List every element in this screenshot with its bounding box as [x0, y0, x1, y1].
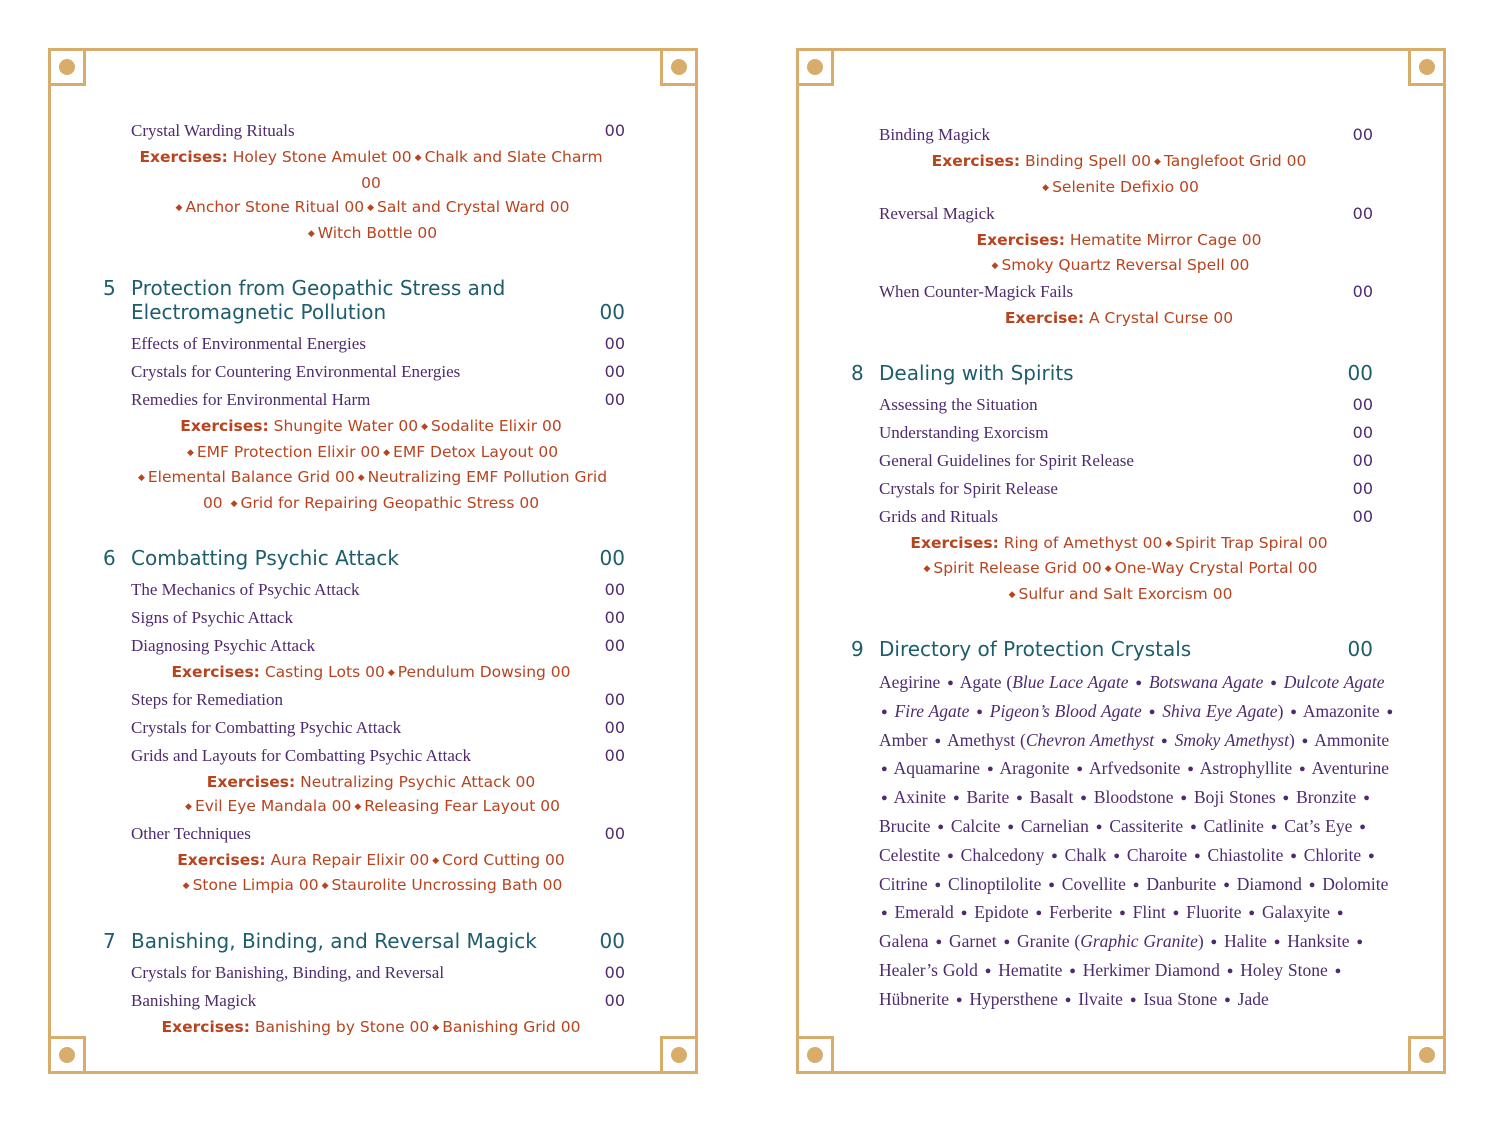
bullet-icon: ●	[1007, 820, 1015, 833]
entry-page: 00	[1352, 506, 1373, 526]
bullet-icon: ●	[976, 705, 983, 718]
chapter-number: 7	[103, 928, 116, 953]
crystal-name: Boji Stones	[1193, 787, 1276, 808]
crystal-name: Aegirine	[879, 672, 941, 692]
bullet-icon: ●	[1113, 849, 1120, 862]
diamond-icon: ◆	[1153, 157, 1161, 167]
chapter-5	[51, 276, 695, 516]
chapter-title: Directory of Protection Crystals	[879, 637, 1192, 661]
bullet-icon: ●	[881, 705, 888, 718]
right-toc	[799, 51, 1443, 1071]
crystal-name: Calcite	[950, 815, 1001, 836]
chapter-heading	[799, 637, 1443, 661]
exercise-item: Banishing by Stone 00	[254, 1017, 430, 1036]
crystal-name: Flint	[1132, 902, 1166, 923]
chapter-9	[799, 637, 1443, 1015]
crystal-name: Chlorite	[1303, 844, 1362, 865]
entry-page: 00	[1352, 478, 1373, 498]
left-page	[48, 48, 698, 1074]
chapter-page: 00	[1347, 360, 1373, 385]
entry-title: Diagnosing Psychic Attack	[131, 636, 316, 655]
crystal-name: Ammonite	[1314, 729, 1390, 750]
diamond-icon: ◆	[185, 802, 192, 812]
exercise-item: Spirit Release Grid 00	[933, 559, 1102, 577]
bullet-icon: ●	[1161, 734, 1168, 747]
exercise-item: Spirit Trap Spiral 00	[1175, 533, 1328, 552]
crystal-name: Herkimer Diamond	[1082, 959, 1220, 980]
bullet-icon: ●	[1187, 763, 1194, 776]
bullet-icon: ●	[881, 907, 888, 920]
bullet-icon: ●	[1210, 936, 1218, 949]
entry-title: Other Techniques	[131, 823, 251, 843]
bullet-icon: ●	[1336, 907, 1344, 920]
exercise-item: Neutralizing EMF Pollution Grid 00	[202, 468, 608, 512]
entry-page: 00	[604, 636, 625, 655]
bullet-icon: ●	[1368, 849, 1375, 862]
bullet-icon: ●	[986, 763, 994, 776]
crystal-name: Hypersthene	[969, 988, 1058, 1009]
chapter-heading	[51, 929, 695, 953]
entry-title: When Counter-Magick Fails	[879, 282, 1074, 301]
diamond-icon: ◆	[991, 260, 999, 271]
entry-page: 00	[604, 334, 625, 353]
chapter-page: 00	[599, 300, 625, 324]
diamond-icon: ◆	[137, 473, 145, 483]
entry-page: 00	[604, 990, 625, 1010]
toc-entry	[51, 987, 695, 1015]
diamond-icon: ◆	[175, 203, 183, 213]
crystal-name: Pigeon’s Blood Agate	[989, 700, 1142, 721]
toc-entry	[51, 742, 695, 770]
diamond-icon: ◆	[421, 422, 428, 432]
bullet-icon: ●	[947, 849, 954, 862]
entry-page: 00	[604, 362, 625, 381]
bullet-icon: ●	[1270, 820, 1278, 833]
bullet-icon: ●	[1359, 820, 1366, 833]
entry-page: 00	[1352, 450, 1373, 470]
bullet-icon: ●	[1226, 964, 1234, 977]
exercise-item: Cord Cutting 00	[442, 850, 565, 869]
bullet-icon: ●	[1301, 734, 1309, 747]
bullet-icon: ●	[1363, 792, 1370, 805]
toc-entry	[51, 686, 695, 714]
entry-page: 00	[1352, 125, 1373, 144]
bullet-icon: ●	[1064, 993, 1072, 1006]
crystal-name: Charoite	[1126, 844, 1188, 865]
bullet-icon: ●	[934, 878, 942, 891]
entry-title: Grids and Rituals	[879, 506, 998, 526]
entry-title: Steps for Remediation	[131, 689, 284, 709]
crystal-name: Dulcote Agate	[1283, 672, 1385, 692]
crystal-name: Hematite	[998, 959, 1063, 980]
chapter-6	[51, 546, 695, 899]
crystal-name: Hübnerite	[879, 988, 949, 1009]
toc-entry	[799, 200, 1443, 228]
crystal-name: Jade	[1237, 988, 1269, 1009]
exercise-item: Sulfur and Salt Exorcism 00	[1018, 584, 1233, 603]
entry-title: Effects of Environmental Energies	[131, 334, 366, 353]
diamond-icon: ◆	[923, 564, 931, 574]
exercise-item: EMF Detox Layout 00	[393, 442, 559, 461]
bullet-icon: ●	[1076, 763, 1084, 776]
exercise-item: Tanglefoot Grid 00	[1163, 152, 1307, 170]
diamond-icon: ◆	[1165, 538, 1173, 549]
entry-page: 00	[1352, 282, 1373, 301]
bullet-icon: ●	[1051, 849, 1058, 862]
entry-title: Crystals for Spirit Release	[879, 478, 1058, 498]
chapter-7	[51, 929, 695, 1041]
bullet-icon: ●	[935, 936, 943, 949]
bullet-icon: ●	[1148, 705, 1156, 718]
crystal-name: Hanksite	[1287, 931, 1350, 952]
crystal-name: Ferberite	[1049, 902, 1113, 923]
crystal-name: Cassiterite	[1109, 815, 1184, 836]
bullet-icon: ●	[1035, 907, 1043, 920]
crystal-name: Aventurine	[1311, 758, 1390, 779]
diamond-icon: ◆	[186, 447, 194, 458]
exercises-label: Exercises:	[910, 533, 999, 552]
crystal-name: Smoky Amethyst	[1174, 729, 1289, 750]
toc-entry	[51, 330, 695, 358]
exercise-label: Exercise:	[1004, 309, 1085, 327]
bullet-icon: ●	[1132, 878, 1140, 891]
exercise-item: Shungite Water 00	[273, 417, 419, 435]
diamond-icon: ◆	[182, 881, 190, 891]
crystal-name: Cat’s Eye	[1284, 815, 1353, 836]
crystal-name: Basalt	[1029, 787, 1074, 808]
chapter-number: 8	[851, 360, 864, 385]
crystal-name: Astrophyllite	[1199, 758, 1293, 779]
crystal-name: Epidote	[974, 902, 1029, 923]
bullet-icon: ●	[1194, 849, 1201, 862]
diamond-icon: ◆	[321, 881, 329, 891]
crystal-name: Barite	[966, 787, 1010, 808]
entry-title: The Mechanics of Psychic Attack	[131, 580, 360, 599]
crystal-name: Danburite	[1146, 873, 1217, 894]
toc-entry	[799, 447, 1443, 475]
exercise-list	[879, 228, 1359, 278]
left-toc	[51, 51, 695, 1071]
crystal-name: Bronzite	[1296, 787, 1357, 808]
exercise-list	[131, 145, 611, 246]
bullet-icon: ●	[1069, 964, 1076, 977]
exercise-list	[131, 770, 611, 820]
entry-page: 00	[604, 823, 625, 843]
toc-entry	[799, 475, 1443, 503]
bullet-icon: ●	[1129, 993, 1137, 1006]
diamond-icon: ◆	[387, 668, 395, 678]
exercise-list	[879, 531, 1359, 608]
chapter-heading	[51, 276, 695, 324]
entry-title: Assessing the Situation	[879, 394, 1038, 414]
toc-entry	[799, 391, 1443, 419]
chapter-heading	[799, 361, 1443, 385]
diamond-icon: ◆	[1042, 182, 1050, 193]
crystal-name: Galena	[879, 931, 929, 952]
exercise-item: EMF Protection Elixir 00	[196, 442, 381, 461]
crystal-name: Chiastolite	[1207, 844, 1284, 865]
entry-title: Reversal Magick	[879, 204, 995, 223]
exercise-item: A Crystal Curse 00	[1089, 309, 1234, 327]
bullet-icon: ●	[1135, 677, 1143, 689]
exercise-item: Aura Repair Elixir 00	[270, 850, 430, 869]
bullet-icon: ●	[1224, 993, 1231, 1006]
diamond-icon: ◆	[432, 1022, 440, 1033]
crystal-directory-list: Aegirine ● Agate (Blue Lace Agate ● Botswana Agate ● Dulcote Agate ● Fire Agate ● Pigeon’s Blood Agate ● Shiva Eye Agate) ● Amazonite ● Amber ● Amethyst (Chevron Amethyst ● Smoky Amethyst) ● Ammonite ● Aquamarine ● Aragonite ● Arfvedsonite ● Astrophyllite ● Aventurine ● Axinite ● Barite ● Basalt ● Bloodstone ● Boji Stones ● Bronzite ● Brucite ● Calcite ● Carnelian ● Cassiterite ● Catlinite ● Cat’s Eye ● Celestite ● Chalcedony ● Chalk ● Charoite ● Chiastolite ● Chlorite ● Citrine ● Clinoptilolite ● Covellite ● Danburite ● Diamond ● Dolomite ● Emerald ● Epidote ● Ferberite ● Flint ● Fluorite ● Galaxyite ● Galena ● Garnet ● Granite (Graphic Granite) ● Halite ● Hanksite ● Healer’s Gold ● Hematite ● Herkimer Diamond ● Holey Stone ● Hübnerite ● Hypersthene ● Ilvaite ● Isua Stone ● Jade	[879, 672, 1394, 1009]
toc-entry	[51, 632, 695, 660]
chapter-8	[799, 361, 1443, 608]
diamond-icon: ◆	[367, 203, 375, 213]
crystal-name: Dolomite	[1322, 873, 1389, 894]
entry-page: 00	[1352, 422, 1373, 442]
exercise-item: Holey Stone Amulet 00	[232, 148, 412, 166]
entry-title: Crystal Warding Rituals	[131, 121, 295, 140]
bullet-icon: ●	[1290, 849, 1297, 862]
diamond-icon: ◆	[432, 855, 440, 866]
bullet-icon: ●	[1180, 792, 1188, 805]
exercise-item: Pendulum Dowsing 00	[397, 663, 571, 681]
toc-entry	[799, 503, 1443, 531]
exercises-label: Exercises:	[976, 231, 1065, 249]
crystal-name: Amethyst	[947, 729, 1016, 750]
exercises-label: Exercises:	[206, 772, 296, 791]
crystal-name: Brucite	[879, 815, 931, 836]
bullet-icon: ●	[881, 763, 888, 776]
exercise-list	[131, 414, 611, 516]
entry-title: Crystals for Banishing, Binding, and Reversal	[131, 962, 445, 982]
entry-title: Binding Magick	[879, 125, 990, 144]
bullet-icon: ●	[1172, 907, 1180, 920]
crystal-name: Aquamarine	[893, 758, 981, 779]
chapter-page: 00	[599, 928, 625, 953]
bullet-icon: ●	[1190, 820, 1197, 833]
exercise-item: Salt and Crystal Ward 00	[377, 198, 570, 216]
exercise-item: Sodalite Elixir 00	[431, 417, 562, 435]
crystal-name: Celestite	[879, 844, 941, 865]
exercise-item: Banishing Grid 00	[442, 1017, 581, 1036]
toc-entry	[51, 576, 695, 604]
entry-title: Remedies for Environmental Harm	[131, 390, 371, 409]
exercise-item: Casting Lots 00	[264, 663, 385, 681]
toc-entry	[51, 604, 695, 632]
crystal-name: Clinoptilolite	[948, 873, 1042, 894]
entry-title: Banishing Magick	[131, 990, 257, 1010]
right-page	[796, 48, 1446, 1074]
bullet-icon: ●	[1048, 878, 1055, 891]
diamond-icon: ◆	[414, 153, 422, 163]
entry-title: Understanding Exorcism	[879, 422, 1049, 442]
bullet-icon: ●	[1308, 878, 1316, 891]
bullet-icon: ●	[952, 792, 960, 805]
entry-page: 00	[1352, 394, 1373, 414]
exercise-list	[879, 149, 1359, 200]
chapter-title: Dealing with Spirits	[879, 360, 1074, 385]
exercises-label: Exercises:	[171, 663, 260, 681]
bullet-icon: ●	[1290, 705, 1297, 718]
bullet-icon: ●	[1248, 907, 1256, 920]
exercise-item: Binding Spell 00	[1024, 152, 1151, 170]
toc-entry	[799, 121, 1443, 149]
toc-entry	[51, 117, 695, 145]
entry-page: 00	[604, 962, 625, 982]
exercises-label: Exercises:	[180, 417, 269, 435]
exercise-item: Elemental Balance Grid 00	[147, 468, 355, 486]
bullet-icon: ●	[955, 993, 963, 1006]
chapter-number: 6	[103, 546, 116, 570]
diamond-icon: ◆	[383, 447, 391, 458]
bullet-icon: ●	[1356, 936, 1363, 949]
crystal-name: Carnelian	[1020, 815, 1089, 836]
toc-entry	[51, 386, 695, 414]
exercise-item: Witch Bottle 00	[317, 223, 438, 242]
exercise-item: Ring of Amethyst 00	[1003, 533, 1163, 552]
chapter-title: Combatting Psychic Attack	[131, 546, 399, 570]
crystal-name: Holey Stone	[1240, 959, 1328, 980]
crystal-name: Chevron Amethyst	[1025, 729, 1155, 750]
entry-page: 00	[604, 580, 625, 599]
crystal-name: Garnet	[948, 931, 997, 952]
chapter-number: 9	[851, 637, 864, 661]
crystal-name: Arfvedsonite	[1088, 758, 1181, 779]
bullet-icon: ●	[1386, 705, 1394, 718]
bullet-icon: ●	[947, 677, 954, 689]
exercise-item: Smoky Quartz Reversal Spell 00	[1001, 255, 1250, 274]
chapter-title: Protection from Geopathic Stress and Electromagnetic Pollution	[131, 276, 506, 324]
crystal-name: Shiva Eye Agate	[1162, 700, 1278, 721]
crystal-name: Healer’s Gold	[879, 959, 978, 980]
crystal-name: Citrine	[879, 873, 928, 894]
crystal-name: Galaxyite	[1261, 902, 1330, 923]
toc-entry	[799, 419, 1443, 447]
exercise-list	[131, 660, 611, 686]
diamond-icon: ◆	[230, 498, 238, 509]
crystal-name: Graphic Granite	[1080, 931, 1198, 952]
entry-page: 00	[1352, 204, 1373, 223]
exercise-item: Neutralizing Psychic Attack 00	[300, 772, 536, 791]
crystal-name: Botswana Agate	[1148, 672, 1264, 692]
bullet-icon: ●	[1119, 907, 1126, 920]
exercises-label: Exercises:	[177, 850, 266, 869]
bullet-icon: ●	[1282, 792, 1290, 805]
bullet-icon: ●	[960, 907, 968, 920]
chapter-number: 5	[103, 276, 116, 300]
toc-entry	[51, 358, 695, 386]
diamond-icon: ◆	[1008, 589, 1016, 600]
bullet-icon: ●	[1299, 763, 1306, 776]
bullet-icon: ●	[1095, 820, 1103, 833]
toc-entry	[799, 278, 1443, 306]
crystal-name: Fire Agate	[894, 700, 970, 721]
entry-page: 00	[604, 717, 625, 737]
crystal-name: Diamond	[1236, 873, 1302, 894]
crystal-name: Covellite	[1061, 873, 1126, 894]
bullet-icon: ●	[1080, 792, 1087, 805]
bullet-icon: ●	[1273, 936, 1281, 949]
diamond-icon: ◆	[354, 802, 362, 812]
bullet-icon: ●	[1334, 964, 1342, 977]
toc-entry	[51, 714, 695, 742]
bullet-icon: ●	[1016, 792, 1023, 805]
crystal-name: Ilvaite	[1078, 988, 1123, 1009]
entry-title: General Guidelines for Spirit Release	[879, 450, 1134, 470]
entry-title: Grids and Layouts for Combatting Psychic Attack	[131, 745, 471, 765]
exercise-list	[131, 1015, 611, 1041]
diamond-icon: ◆	[357, 473, 365, 483]
entry-title: Crystals for Countering Environmental Energies	[131, 362, 461, 381]
crystal-name: Catlinite	[1203, 815, 1264, 836]
crystal-name: Chalcedony	[960, 844, 1045, 865]
exercises-label: Exercises:	[931, 152, 1021, 170]
bullet-icon: ●	[881, 792, 888, 805]
exercise-item: Releasing Fear Layout 00	[364, 797, 560, 815]
bullet-icon: ●	[937, 820, 945, 833]
bullet-icon: ●	[1270, 677, 1277, 689]
exercise-list	[131, 848, 611, 899]
entry-page: 00	[604, 689, 625, 709]
crystal-name: Fluorite	[1186, 902, 1242, 923]
exercises-label: Exercises:	[139, 148, 228, 166]
bullet-icon: ●	[934, 734, 942, 747]
crystal-name: Bloodstone	[1093, 787, 1174, 808]
entry-title: Signs of Psychic Attack	[131, 608, 293, 627]
exercise-item: Anchor Stone Ritual 00	[185, 198, 365, 216]
bullet-icon: ●	[1003, 936, 1011, 949]
crystal-name: Blue Lace Agate	[1012, 672, 1129, 692]
crystal-name: Amazonite	[1302, 700, 1380, 721]
crystal-name: Amber	[879, 729, 928, 750]
crystal-name: Aragonite	[999, 758, 1070, 779]
bullet-icon: ●	[984, 964, 992, 977]
chapter-page: 00	[599, 546, 625, 570]
exercise-item: Selenite Defixio 00	[1052, 177, 1199, 196]
crystal-name: Axinite	[893, 787, 947, 808]
exercise-item: One-Way Crystal Portal 00	[1114, 559, 1318, 577]
entry-page: 00	[604, 745, 625, 765]
diamond-icon: ◆	[1104, 564, 1112, 574]
bullet-icon: ●	[1223, 878, 1230, 891]
crystal-name: Emerald	[894, 902, 954, 923]
entry-title: Crystals for Combatting Psychic Attack	[131, 717, 402, 737]
exercise-item: Hematite Mirror Cage 00	[1069, 231, 1262, 249]
crystal-name: Agate	[959, 672, 1002, 692]
crystal-name: Isua Stone	[1143, 988, 1218, 1009]
exercise-item: Staurolite Uncrossing Bath 00	[331, 876, 563, 894]
exercises-label: Exercises:	[161, 1017, 250, 1036]
exercise-item: Chalk and Slate Charm 00	[361, 148, 603, 192]
crystal-name: Granite	[1017, 931, 1070, 952]
toc-entry	[51, 820, 695, 848]
diamond-icon: ◆	[307, 228, 315, 239]
entry-page: 00	[604, 390, 625, 409]
entry-page: 00	[604, 608, 625, 627]
entry-page: 00	[604, 121, 625, 140]
crystal-name: Chalk	[1064, 844, 1107, 865]
toc-entry	[51, 959, 695, 987]
crystal-name: Halite	[1224, 931, 1267, 952]
exercise-item: Evil Eye Mandala 00	[194, 797, 352, 815]
chapter-title: Banishing, Binding, and Reversal Magick	[131, 928, 537, 953]
exercise-item: Stone Limpia 00	[192, 876, 319, 894]
exercise-list	[879, 306, 1359, 331]
exercise-item: Grid for Repairing Geopathic Stress 00	[240, 493, 540, 512]
chapter-page: 00	[1347, 637, 1373, 661]
chapter-heading	[51, 546, 695, 570]
